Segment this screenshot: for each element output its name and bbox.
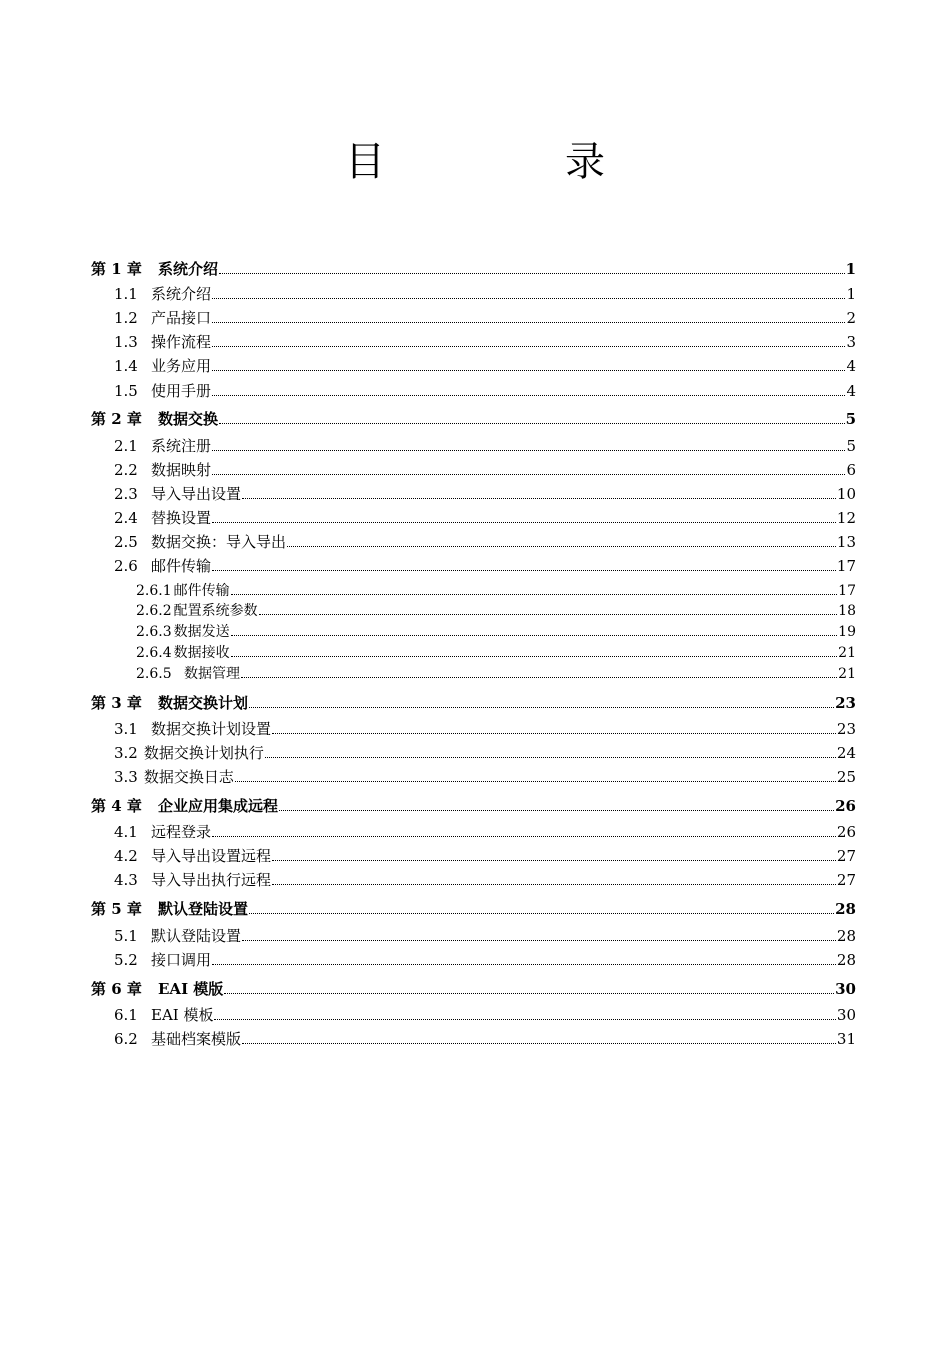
toc-chapter-entry[interactable] (91, 412, 856, 427)
toc-dot-leader (212, 963, 836, 965)
toc-entry-number: 第 1 章 (91, 260, 142, 278)
toc-entry-number: 第 2 章 (91, 410, 142, 428)
toc-entry-title: 数据发送 (173, 624, 230, 640)
toc-entry-title: 企业应用集成远程 (158, 797, 279, 815)
toc-entry-title: 数据交换日志 (143, 768, 234, 786)
toc-entry-page: 4 (846, 382, 856, 400)
toc-entry-page: 28 (835, 900, 856, 918)
toc-entry-number: 2.3 (114, 485, 138, 503)
toc-entry-title: 远程登录 (151, 823, 212, 841)
toc-entry-number: 2.5 (114, 533, 138, 551)
toc-entry-page: 23 (835, 694, 856, 712)
toc-section-entry[interactable] (114, 559, 856, 574)
toc-section-entry[interactable] (114, 359, 856, 374)
toc-entry-title: 导入导出执行远程 (151, 871, 272, 889)
toc-entry-page: 23 (836, 720, 856, 738)
toc-dot-leader (224, 992, 834, 994)
toc-dot-leader (212, 835, 836, 837)
toc-entry-title: 系统介绍 (151, 285, 212, 303)
toc-section-entry[interactable] (114, 722, 856, 737)
toc-entry-title: 使用手册 (151, 382, 212, 400)
toc-entry-number: 1.2 (114, 309, 138, 327)
toc-entry-number: 1.1 (114, 285, 138, 303)
toc-entry-page: 12 (836, 509, 856, 527)
toc-entry-title: 业务应用 (151, 357, 212, 375)
toc-entry-page: 24 (836, 744, 856, 762)
toc-entry-number: 6.1 (114, 1006, 138, 1024)
toc-section-entry[interactable] (114, 746, 856, 761)
toc-dot-leader (265, 756, 836, 758)
toc-entry-page: 30 (836, 1006, 856, 1024)
page-title: 目 录 (345, 139, 675, 185)
toc-entry-title: 接口调用 (151, 951, 212, 969)
toc-entry-title: 操作流程 (151, 333, 212, 351)
toc-entry-title: 基础档案模版 (151, 1030, 242, 1048)
toc-chapter-entry[interactable] (91, 902, 856, 917)
toc-entry-page: 6 (846, 461, 856, 479)
toc-entry-title: EAI 模板 (151, 1006, 214, 1024)
toc-section-entry[interactable] (114, 463, 856, 478)
toc-entry-number: 第 5 章 (91, 900, 142, 918)
toc-entry-number: 2.6.3 (136, 624, 172, 640)
toc-entry-title: 数据交换：导入导出 (151, 533, 287, 551)
toc-dot-leader (219, 422, 845, 424)
toc-section-entry[interactable] (114, 487, 856, 502)
toc-entry-number: 4.1 (114, 823, 138, 841)
toc-entry-title: 邮件传输 (151, 557, 212, 575)
toc-entry-page: 28 (836, 927, 856, 945)
toc-entry-number: 第 4 章 (91, 797, 142, 815)
toc-entry-number: 4.2 (114, 847, 138, 865)
toc-dot-leader (279, 809, 834, 811)
toc-entry-number: 5.1 (114, 927, 138, 945)
toc-entry-number: 第 3 章 (91, 694, 142, 712)
toc-entry-title: 产品接口 (151, 309, 212, 327)
toc-entry-number: 2.6.5 (136, 666, 172, 682)
toc-dot-leader (235, 780, 836, 782)
toc-dot-leader (272, 732, 836, 734)
toc-section-entry[interactable] (114, 287, 856, 302)
toc-section-entry[interactable] (136, 667, 856, 681)
toc-entry-page: 21 (838, 645, 856, 661)
toc-entry-number: 2.1 (114, 437, 138, 455)
toc-entry-number: 3.1 (114, 720, 138, 738)
toc-chapter-entry[interactable] (91, 982, 856, 997)
toc-section-entry[interactable] (136, 604, 856, 618)
toc-section-entry[interactable] (114, 311, 856, 326)
toc-chapter-entry[interactable] (91, 262, 856, 277)
toc-entry-page: 17 (838, 583, 856, 599)
toc-entry-title: 数据交换计划执行 (143, 744, 264, 762)
toc-entry-number: 2.6.2 (136, 603, 172, 619)
toc-entry-title: 默认登陆设置 (151, 927, 242, 945)
toc-dot-leader (212, 473, 845, 475)
toc-dot-leader (242, 497, 836, 499)
toc-entry-page: 5 (846, 437, 856, 455)
toc-dot-leader (231, 655, 838, 657)
toc-dot-leader (241, 676, 837, 678)
toc-entry-page: 26 (835, 797, 856, 815)
toc-entry-title: 导入导出设置远程 (151, 847, 272, 865)
toc-entry-page: 1 (845, 260, 856, 278)
toc-entry-page: 13 (836, 533, 856, 551)
toc-dot-leader (212, 449, 845, 451)
toc-dot-leader (249, 912, 834, 914)
toc-section-entry[interactable] (136, 646, 856, 660)
toc-entry-page: 1 (846, 285, 856, 303)
toc-entry-number: 1.5 (114, 382, 138, 400)
toc-dot-leader (219, 272, 845, 274)
toc-dot-leader (212, 394, 845, 396)
toc-entry-page: 5 (845, 410, 856, 428)
toc-entry-page: 4 (846, 357, 856, 375)
toc-entry-number: 3.3 (114, 768, 138, 786)
toc-chapter-entry[interactable] (91, 799, 856, 814)
toc-section-entry[interactable] (114, 439, 856, 454)
toc-entry-page: 26 (836, 823, 856, 841)
toc-entry-page: 18 (838, 603, 856, 619)
toc-entry-title: 系统介绍 (158, 260, 219, 278)
toc-entry-title: 数据接收 (173, 645, 230, 661)
toc-dot-leader (287, 545, 836, 547)
toc-dot-leader (242, 1042, 836, 1044)
toc-entry-number: 6.2 (114, 1030, 138, 1048)
toc-dot-leader (259, 613, 838, 615)
toc-entry-title: 配置系统参数 (173, 603, 258, 619)
toc-section-entry[interactable] (136, 584, 856, 598)
toc-entry-title: 数据交换计划 (158, 694, 249, 712)
toc-section-entry[interactable] (114, 335, 856, 350)
toc-entry-number: 4.3 (114, 871, 138, 889)
toc-dot-leader (249, 706, 834, 708)
toc-entry-title: 数据交换计划设置 (151, 720, 272, 738)
toc-entry-title: 替换设置 (151, 509, 212, 527)
toc-entry-title: 导入导出设置 (151, 485, 242, 503)
toc-section-entry[interactable] (114, 929, 856, 944)
toc-entry-number: 2.4 (114, 509, 138, 527)
toc-entry-title: 数据管理 (184, 666, 240, 682)
toc-entry-number: 5.2 (114, 951, 138, 969)
toc-dot-leader (212, 321, 845, 323)
toc-dot-leader (212, 297, 845, 299)
toc-entry-page: 31 (836, 1030, 856, 1048)
toc-section-entry[interactable] (136, 625, 856, 639)
toc-dot-leader (242, 939, 836, 941)
toc-entry-page: 25 (836, 768, 856, 786)
toc-entry-number: 2.6.4 (136, 645, 172, 661)
toc-dot-leader (212, 521, 836, 523)
toc-dot-leader (272, 859, 836, 861)
toc-dot-leader (212, 369, 845, 371)
toc-section-entry[interactable] (114, 511, 856, 526)
toc-entry-page: 2 (846, 309, 856, 327)
toc-entry-title: 系统注册 (151, 437, 212, 455)
toc-section-entry[interactable] (114, 849, 856, 864)
toc-dot-leader (214, 1018, 835, 1020)
toc-entry-title: 邮件传输 (173, 583, 230, 599)
toc-entry-page: 30 (835, 980, 856, 998)
toc-entry-title: EAI 模版 (158, 980, 224, 998)
toc-section-entry[interactable] (114, 770, 856, 785)
toc-entry-number: 2.6 (114, 557, 138, 575)
toc-entry-page: 17 (836, 557, 856, 575)
toc-entry-title: 默认登陆设置 (158, 900, 249, 918)
toc-section-entry[interactable] (114, 384, 856, 399)
toc-entry-number: 1.3 (114, 333, 138, 351)
toc-section-entry[interactable] (114, 1032, 856, 1047)
toc-section-entry[interactable] (114, 825, 856, 840)
toc-entry-number: 2.2 (114, 461, 138, 479)
toc-dot-leader (272, 883, 836, 885)
toc-entry-page: 28 (836, 951, 856, 969)
toc-section-entry[interactable] (114, 953, 856, 968)
toc-entry-page: 10 (836, 485, 856, 503)
toc-dot-leader (231, 634, 838, 636)
toc-entry-number: 2.6.1 (136, 583, 172, 599)
toc-entry-title: 数据交换 (158, 410, 219, 428)
toc-entry-number: 1.4 (114, 357, 138, 375)
toc-entry-number: 3.2 (114, 744, 138, 762)
toc-chapter-entry[interactable] (91, 696, 856, 711)
toc-dot-leader (231, 593, 838, 595)
toc-section-entry[interactable] (114, 1008, 856, 1023)
toc-section-entry[interactable] (114, 873, 856, 888)
toc-entry-page: 27 (836, 871, 856, 889)
toc-entry-title: 数据映射 (151, 461, 212, 479)
toc-dot-leader (212, 569, 836, 571)
toc-dot-leader (212, 345, 845, 347)
toc-entry-page: 3 (846, 333, 856, 351)
toc-entry-page: 19 (838, 624, 856, 640)
toc-section-entry[interactable] (114, 535, 856, 550)
toc-entry-page: 27 (836, 847, 856, 865)
toc-entry-page: 21 (838, 666, 856, 682)
toc-entry-number: 第 6 章 (91, 980, 142, 998)
